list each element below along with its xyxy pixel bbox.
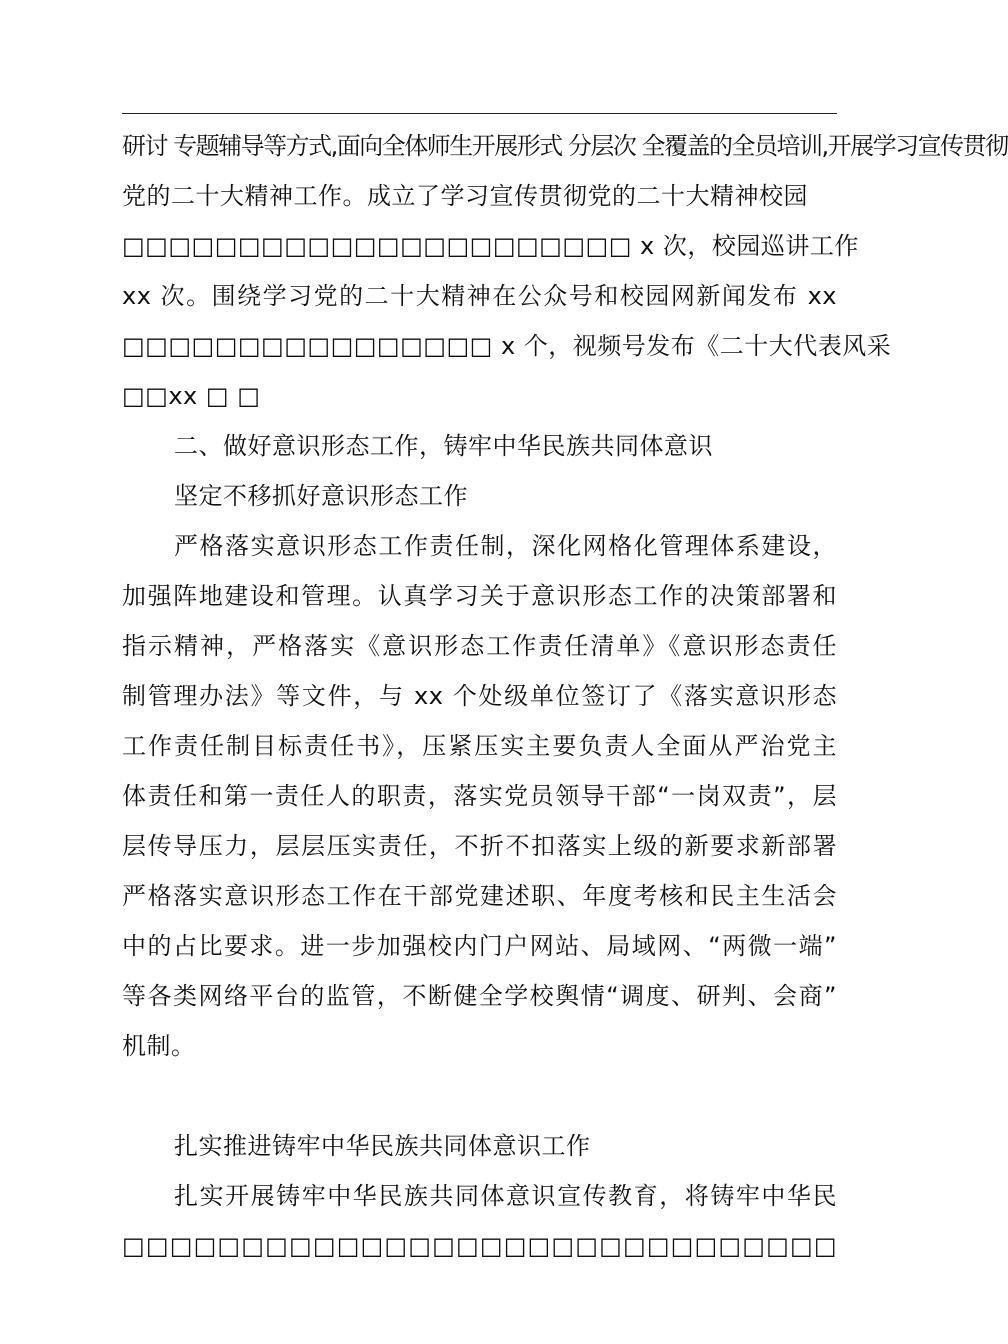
paragraph-line: 机制。 [122,1032,196,1060]
paragraph-line: □□□□□□□□□□□□□□□□□□□□□□□□□□□□□□ [122,1232,837,1260]
header-rule [122,113,837,114]
text-line: □□xx □ □ [122,382,261,410]
paragraph-line: 工作责任制目标责任书》，压紧压实主要负责人全面从严治党主 [122,732,837,760]
paragraph-line: 层传导压力，层层压实责任，不折不扣落实上级的新要求新部署 [122,832,837,860]
paragraph-line: 制管理办法》等文件，与 xx 个处级单位签订了《落实意识形态 [122,682,837,710]
subsection-heading: 扎实推进铸牢中华民族共同体意识工作 [174,1132,591,1160]
text-line: □□□□□□□□□□□□□□□□□□□□□□ x 次，校园巡讲工作 [122,232,859,260]
paragraph-line: 指示精神，严格落实《意识形态工作责任清单》《意识形态责任 [122,632,837,660]
paragraph-line: 体责任和第一责任人的职责，落实党员领导干部“一岗双责”，层 [122,782,837,810]
paragraph-line: 严格落实意识形态工作在干部党建述职、年度考核和民主生活会 [122,882,837,910]
paragraph-line: 加强阵地建设和管理。认真学习关于意识形态工作的决策部署和 [122,582,837,610]
section-heading: 二、做好意识形态工作，铸牢中华民族共同体意识 [174,432,713,460]
document-body [122,121,1008,1271]
subsection-heading: 坚定不移抓好意识形态工作 [174,482,468,510]
text-line: xx 次。围绕学习党的二十大精神在公众号和校园网新闻发布 xx [122,282,837,310]
paragraph-line: 等各类网络平台的监管，不断健全学校舆情“调度、研判、会商” [122,982,837,1010]
paragraph-line: 扎实开展铸牢中华民族共同体意识宣传教育，将铸牢中华民 [174,1182,837,1210]
text-line: 党的二十大精神工作。成立了学习宣传贯彻党的二十大精神校园 [122,182,808,210]
paragraph-line: 严格落实意识形态工作责任制，深化网格化管理体系建设， [174,532,837,560]
text-line-garbled-overlap: 研讨 专题辅导等方式,面向全体师生开展形式 分层次 全覆盖的全员培训,开展学习宣传贯彻 [122,132,1008,160]
blank-line [122,1071,837,1121]
paragraph-line: 中的占比要求。进一步加强校内门户网站、局域网、“两微一端” [122,932,837,960]
text-line: □□□□□□□□□□□□□□□□ x 个，视频号发布《二十大代表风采 [122,332,892,360]
